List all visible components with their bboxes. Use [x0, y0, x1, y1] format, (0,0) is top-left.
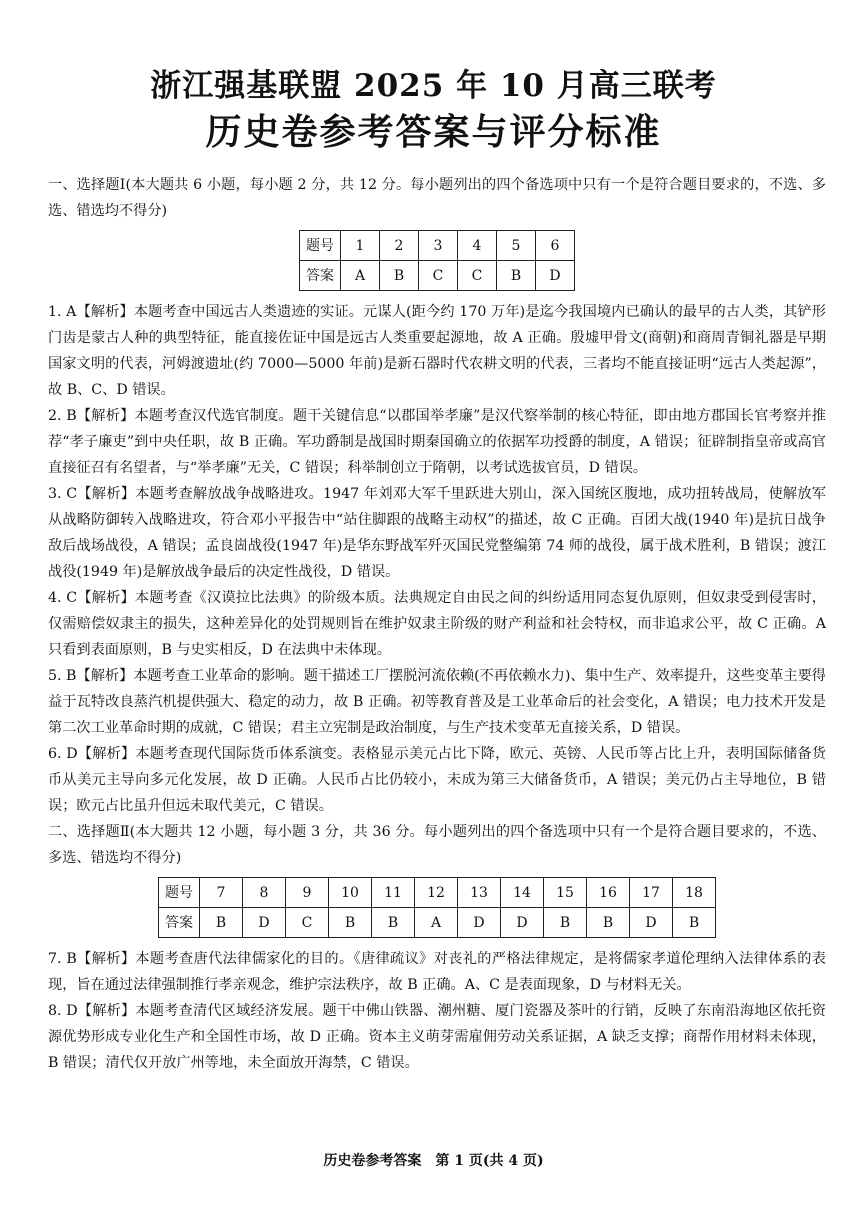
- explanation-3: 3. C【解析】本题考查解放战争战略进攻。1947 年刘邓大军千里跃进大别山，深入国统区腹地，成功扭转战局，使解放军从战略防御转入战略进攻，符合邓小平报告中“站住脚跟的战略主动权”的描述，故 C 正确。百团大战(1940 年)是抗日战争敌后战场战役，A 错误；孟良崮战役(1947 年)是华东野战军歼灭国民党整编第 74 师的战役，属于战术胜利，B 错误；渡江战役(1949 年)是解放战争最后的决定性战役，D 错误。: [48, 486, 826, 580]
- table-cell: 2: [380, 231, 419, 261]
- table-cell: B: [544, 908, 587, 938]
- section2-answer-table: [158, 877, 716, 938]
- table-cell: A: [415, 908, 458, 938]
- table-cell: 16: [587, 878, 630, 908]
- table-cell: 12: [415, 878, 458, 908]
- table-cell: 4: [458, 231, 497, 261]
- row-label: 答案: [159, 908, 200, 938]
- table-cell: D: [536, 261, 575, 291]
- table-cell: D: [458, 908, 501, 938]
- section2-heading: 二、选择题Ⅱ(本大题共 12 小题，每小题 3 分，共 36 分。每小题列出的四个备选项中只有一个是符合题目要求的，不选、多选、错选均不得分): [48, 824, 826, 866]
- table-cell: 14: [501, 878, 544, 908]
- section1-heading: 一、选择题Ⅰ(本大题共 6 小题，每小题 2 分，共 12 分。每小题列出的四个备选项中只有一个是符合题目要求的，不选、多选、错选均不得分): [48, 177, 826, 219]
- row-label: 答案: [300, 261, 341, 291]
- table-row: [300, 261, 575, 291]
- table-cell: C: [286, 908, 329, 938]
- row-label: 题号: [159, 878, 200, 908]
- table-cell: 6: [536, 231, 575, 261]
- table-cell: 13: [458, 878, 501, 908]
- table-cell: 1: [341, 231, 380, 261]
- table-cell: B: [372, 908, 415, 938]
- table-cell: 11: [372, 878, 415, 908]
- table-cell: B: [329, 908, 372, 938]
- table-cell: 7: [200, 878, 243, 908]
- row-label: 题号: [300, 231, 341, 261]
- exam-title: 浙江强基联盟 2025 年 10 月高三联考: [150, 68, 717, 104]
- explanation-2: 2. B【解析】本题考查汉代选官制度。题干关键信息“以郡国举孝廉”是汉代察举制的核心特征，即由地方郡国长官考察并推荐“孝子廉吏”到中央任职，故 B 正确。军功爵制是战国时期秦国确立的依据军功授爵的制度，A 错误；征辟制指皇帝或高官直接征召有名望者，与“举孝廉”无关，C 错误；科举制创立于隋朝，以考试选拔官员，D 错误。: [48, 408, 826, 476]
- table-cell: D: [630, 908, 673, 938]
- table-cell: B: [380, 261, 419, 291]
- table-cell: 5: [497, 231, 536, 261]
- table-cell: 3: [419, 231, 458, 261]
- document-title: 历史卷参考答案与评分标准: [205, 111, 662, 153]
- explanation-5: 5. B【解析】本题考查工业革命的影响。题干描述工厂摆脱河流依赖(不再依赖水力)、集中生产、效率提升，这些变革主要得益于瓦特改良蒸汽机提供强大、稳定的动力，故 B 正确。初等教育普及是工业革命后的社会变化，A 错误；电力技术开发是第二次工业革命时期的成就，C 错误；君主立宪制是政治制度，与生产技术变革无直接关系，D 错误。: [48, 668, 826, 736]
- table-row: [159, 878, 716, 908]
- table-cell: B: [587, 908, 630, 938]
- table-row: [159, 908, 716, 938]
- explanation-6: 6. D【解析】本题考查现代国际货币体系演变。表格显示美元占比下降，欧元、英镑、人民币等占比上升，表明国际储备货币从美元主导向多元化发展，故 D 正确。人民币占比仍较小，未成为第三大储备货币，A 错误；美元仍占主导地位，B 错误；欧元占比虽升但远未取代美元，C 错误。: [48, 746, 826, 814]
- table-cell: 17: [630, 878, 673, 908]
- table-row: [300, 231, 575, 261]
- explanation-8: 8. D【解析】本题考查清代区域经济发展。题干中佛山铁器、潮州糖、厦门瓷器及茶叶的行销，反映了东南沿海地区依托资源优势形成专业化生产和全国性市场，故 D 正确。资本主义萌芽需雇佣劳动关系证据，A 缺乏支撑；商帮作用材料未体现，B 错误；清代仅开放广州等地，未全面放开海禁，C 错误。: [48, 1003, 826, 1071]
- table-cell: 8: [243, 878, 286, 908]
- explanation-4: 4. C【解析】本题考查《汉谟拉比法典》的阶级本质。法典规定自由民之间的纠纷适用同态复仇原则，但奴隶受到侵害时，仅需赔偿奴隶主的损失，这种差异化的处罚规则旨在维护奴隶主阶级的财产利益和社会特权，而非追求公平，故 C 正确。A 只看到表面原则，B 与史实相反，D 在法典中未体现。: [48, 590, 826, 658]
- table-cell: B: [673, 908, 716, 938]
- table-cell: C: [419, 261, 458, 291]
- table-cell: D: [501, 908, 544, 938]
- table-cell: B: [200, 908, 243, 938]
- table-cell: 18: [673, 878, 716, 908]
- table-cell: C: [458, 261, 497, 291]
- explanation-1: 1. A【解析】本题考查中国远古人类遗迹的实证。元谋人(距今约 170 万年)是迄今我国境内已确认的最早的古人类，其铲形门齿是蒙古人种的典型特征，能直接佐证中国是远古人类重要起源地，故 A 正确。殷墟甲骨文(商朝)和商周青铜礼器是早期国家文明的代表，河姆渡遗址(约 7000—5000 年前)是新石器时代农耕文明的代表，三者均不能直接证明“远古人类起源”，故 B、C、D 错误。: [48, 304, 826, 398]
- section1-answer-table: [299, 230, 575, 291]
- document-body: [48, 172, 826, 1076]
- explanation-7: 7. B【解析】本题考查唐代法律儒家化的目的。《唐律疏议》对丧礼的严格法律规定，是将儒家孝道伦理纳入法律体系的表现，旨在通过法律强制推行孝亲观念，维护宗法秩序，故 B 正确。A、C 是表面现象，D 与材料无关。: [48, 951, 826, 993]
- table-cell: 15: [544, 878, 587, 908]
- table-cell: A: [341, 261, 380, 291]
- table-cell: 10: [329, 878, 372, 908]
- page-footer: 历史卷参考答案 第 1 页(共 4 页): [323, 1153, 544, 1169]
- table-cell: D: [243, 908, 286, 938]
- table-cell: 9: [286, 878, 329, 908]
- table-cell: B: [497, 261, 536, 291]
